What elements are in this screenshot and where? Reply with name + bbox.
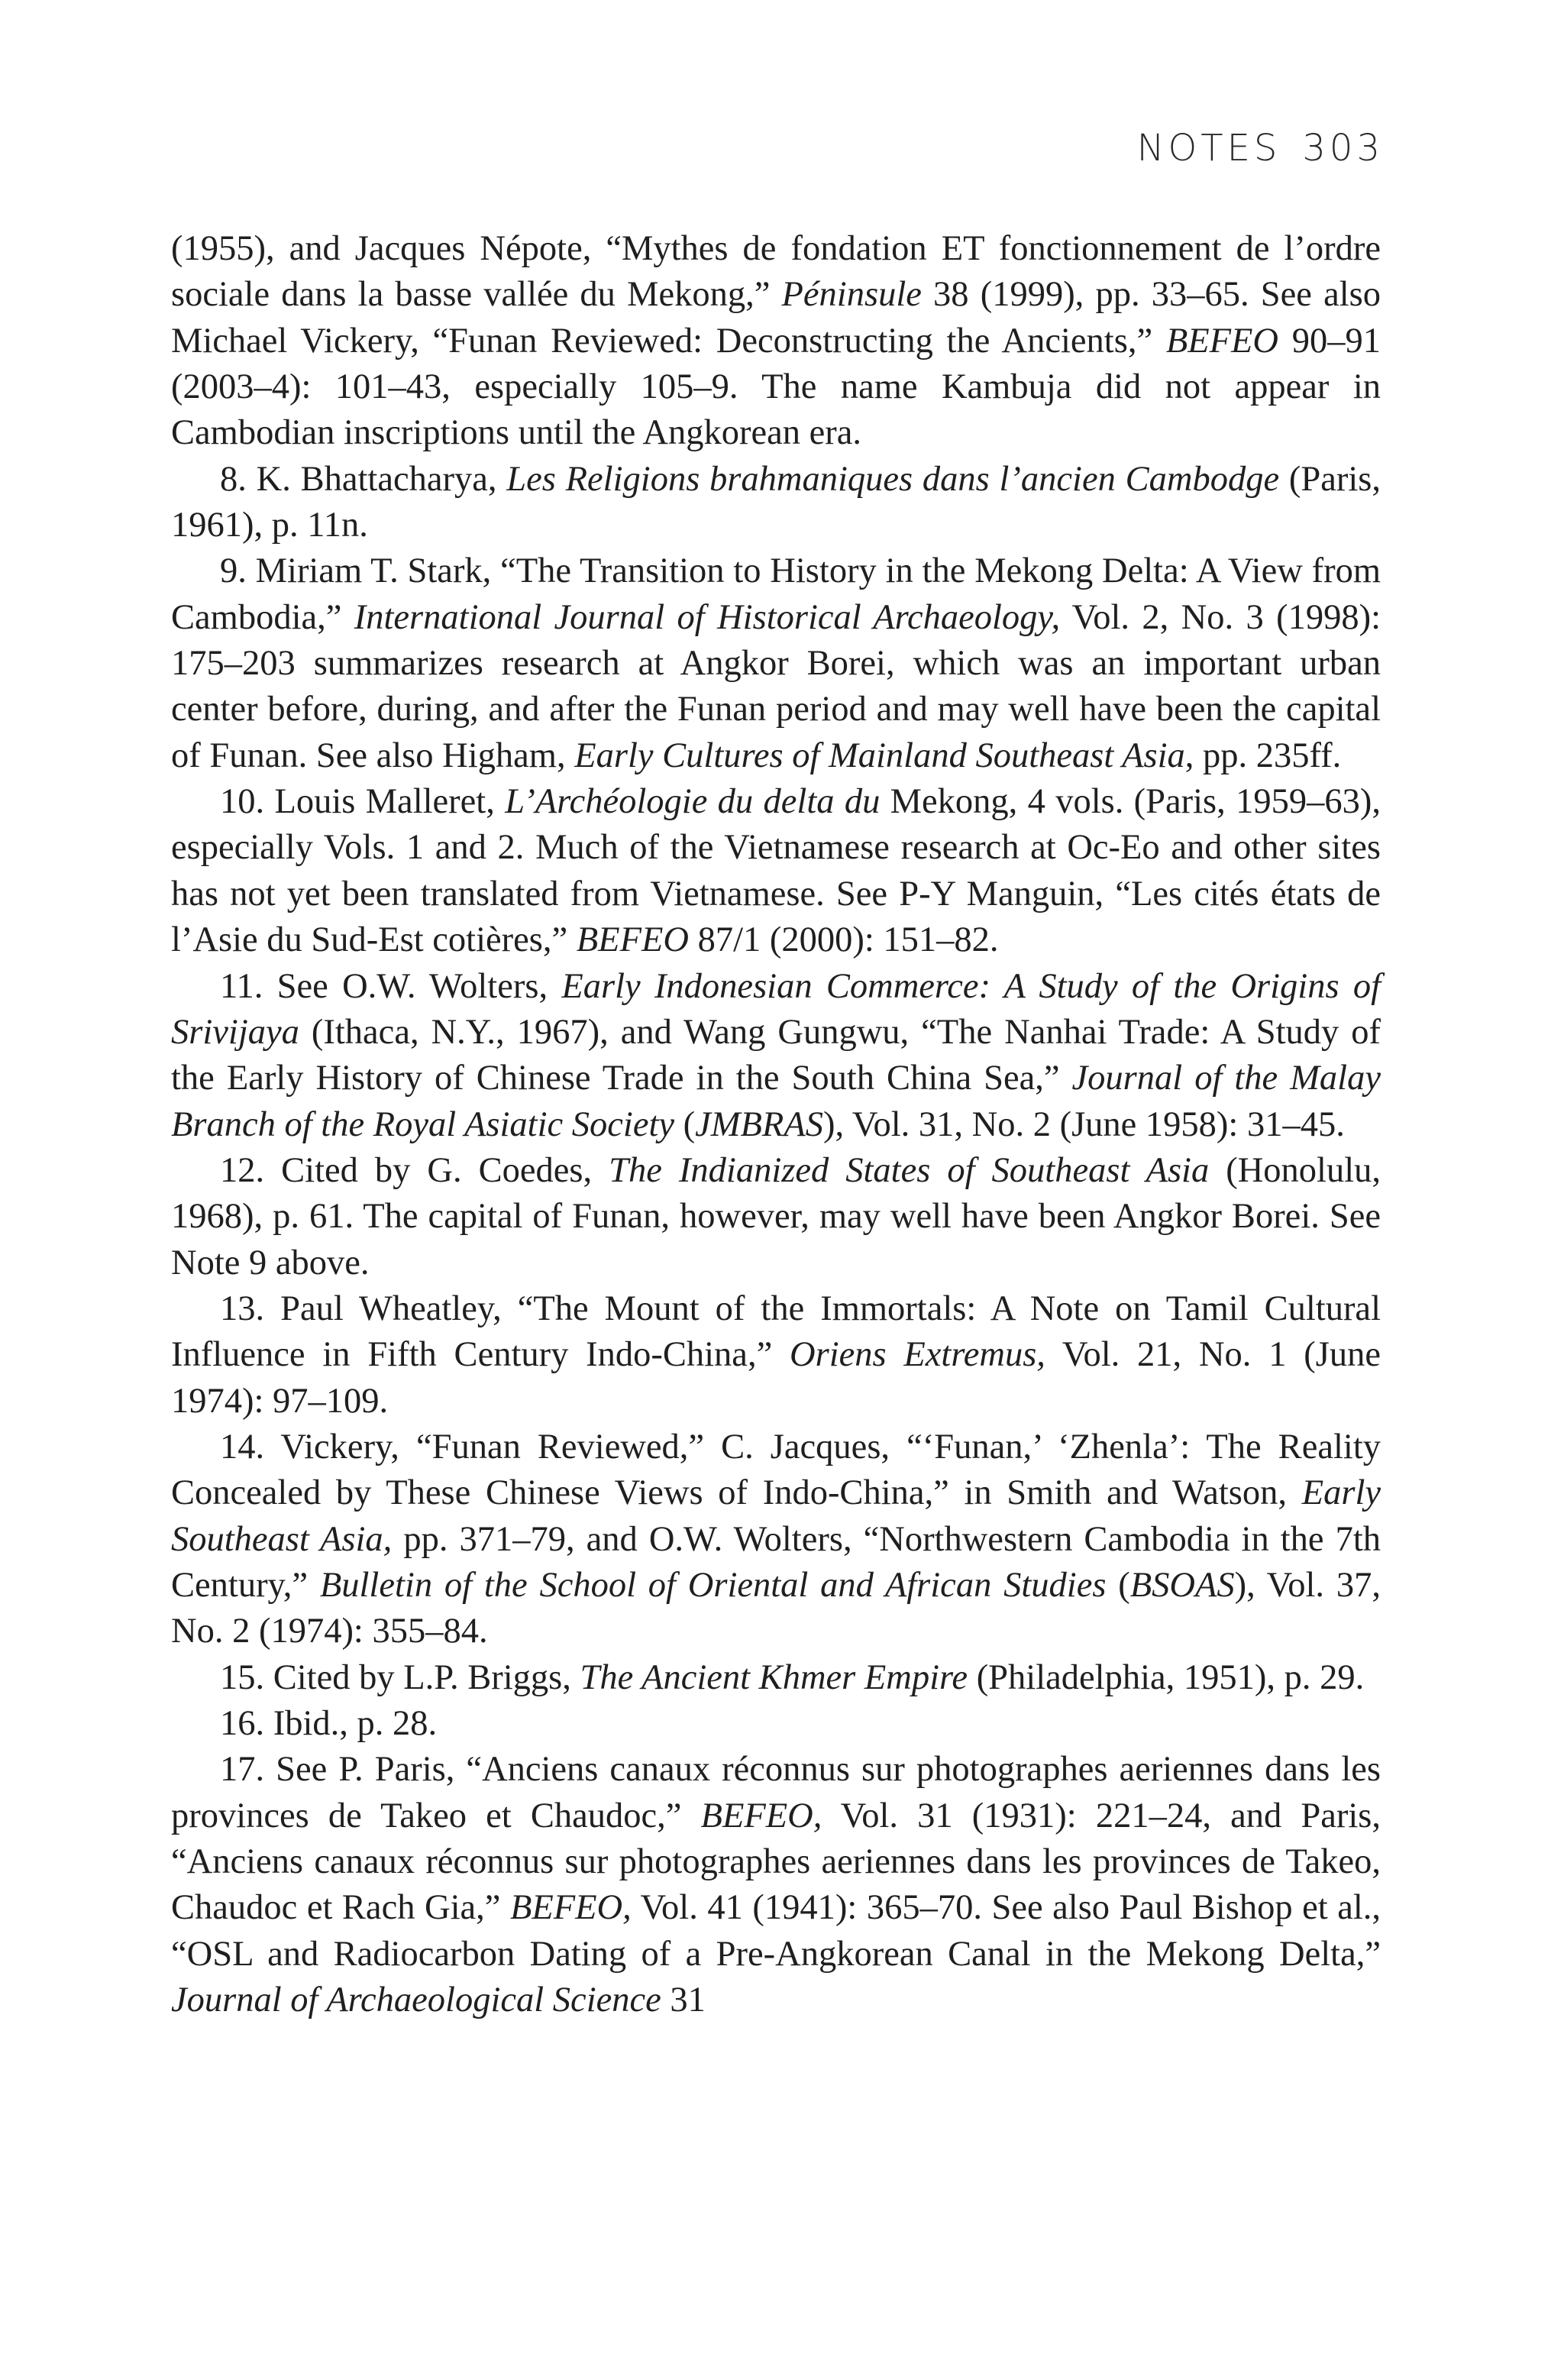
note-italic: Journal of the Malay Branch of the Royal Asiatic Society (171, 1059, 1381, 1144)
note-text: 12. Cited by G. Coedes, (220, 1150, 609, 1190)
notes-body (171, 226, 1381, 2023)
note-15 (171, 1655, 1381, 1701)
note-text: ( (674, 1104, 696, 1144)
note-text: 8. K. Bhattacharya, (220, 459, 507, 499)
note-text: (Paris, 1961), p. 11n. (171, 459, 1381, 545)
note-text: (1955), and Jacques Népote, “Mythes de fondation ET fonctionnement de l’ordre sociale dans la basse vallée du Mekong,” (171, 229, 1381, 315)
note-text: 38 (1999), pp. 33–65. See also Michael Vickery, “Funan Reviewed: Deconstructing the Ancients,” (171, 275, 1381, 361)
running-head (1137, 127, 1384, 170)
note-continuation (171, 226, 1381, 457)
note-text: ( (1106, 1565, 1130, 1605)
note-text: (Philadelphia, 1951), p. 29. (968, 1657, 1365, 1697)
note-italic: The Ancient Khmer Empire (580, 1657, 968, 1697)
note-text: 31 (661, 1981, 706, 2020)
section-title: NOTES (1136, 127, 1281, 170)
note-text: Vol. 41 (1941): 365–70. See also Paul Bishop et al., “OSL and Radiocarbon Dating of a Pre-Angkorean Canal in the Mekong Delta,” (171, 1888, 1381, 1974)
note-8 (171, 457, 1381, 549)
note-text: 10. Louis Malleret, (220, 782, 506, 822)
page-number: 303 (1302, 127, 1384, 170)
note-italic: JMBRAS (695, 1104, 823, 1144)
note-text: ), Vol. 31, No. 2 (June 1958): 31–45. (822, 1104, 1345, 1144)
note-text: 13. Paul Wheatley, “The Mount of the Immortals: A Note on Tamil Cultural Influence in Fifth Century Indo-China,” (171, 1289, 1381, 1375)
note-12 (171, 1148, 1381, 1286)
note-italic: Early Southeast Asia, (171, 1473, 1381, 1559)
note-italic: Oriens Extremus, (790, 1335, 1045, 1375)
note-italic: International Journal of Historical Archaeology, (354, 597, 1061, 637)
note-text: 17. See P. Paris, “Anciens canaux réconnus sur photographes aeriennes dans les provinces de Takeo et Chaudoc,” (171, 1750, 1381, 1835)
note-13 (171, 1286, 1381, 1424)
note-text: 11. See O.W. Wolters, (220, 966, 562, 1006)
note-italic: The Indianized States of Southeast Asia (609, 1150, 1210, 1190)
note-text: Vol. 2, No. 3 (1998): 175–203 summarizes research at Angkor Borei, which was an important urban center before, during, and after the Funan period and may well have been the capital of Funan. See also Higham, (171, 597, 1381, 775)
note-italic: BEFEO, (509, 1888, 632, 1928)
note-italic: Early Cultures of Mainland Southeast Asia (574, 736, 1185, 775)
note-italic: BEFEO (1165, 321, 1279, 361)
note-text: 9. Miriam T. Stark, “The Transition to History in the Mekong Delta: A View from Cambodia,” (171, 551, 1381, 637)
note-text: Vol. 21, No. 1 (June 1974): 97–109. (171, 1335, 1381, 1421)
note-italic: Péninsule (781, 275, 922, 315)
note-text: 16. Ibid., p. 28. (220, 1704, 438, 1743)
note-16 (171, 1701, 1381, 1747)
note-text: 90–91 (2003–4): 101–43, especially 105–9. The name Kambuja did not appear in Cambodian inscriptions until the Angkorean era. (171, 321, 1381, 453)
note-italic: L’Archéologie du delta du (505, 782, 881, 822)
note-italic: BEFEO, (700, 1796, 822, 1835)
note-text: 14. Vickery, “Funan Reviewed,” C. Jacques, “‘Funan,’ ‘Zhenla’: The Reality Concealed by These Chinese Views of Indo-China,” in Smith and Watson, (171, 1427, 1381, 1513)
note-text: Mekong, 4 vols. (Paris, 1959–63), especially Vols. 1 and 2. Much of the Vietnamese research at Oc-Eo and other sites has not yet been translated from Vietnamese. See P-Y Manguin, “Les cités états de l’Asie du Sud-Est cotières,” (171, 782, 1381, 960)
note-9 (171, 548, 1381, 779)
note-10 (171, 779, 1381, 963)
note-text: 15. Cited by L.P. Briggs, (220, 1657, 580, 1697)
note-text: (Honolulu, 1968), p. 61. The capital of Funan, however, may well have been Angkor Borei. See Note 9 above. (171, 1150, 1381, 1282)
note-text: , pp. 235ff. (1184, 736, 1342, 775)
note-italic: Les Religions brahmaniques dans l’ancien Cambodge (506, 459, 1280, 499)
note-italic: Bulletin of the School of Oriental and African Studies (319, 1565, 1107, 1605)
note-text: pp. 371–79, and O.W. Wolters, “Northwestern Cambodia in the 7th Century,” (171, 1519, 1381, 1605)
note-11 (171, 964, 1381, 1148)
note-italic: BEFEO (576, 920, 689, 960)
note-text: (Ithaca, N.Y., 1967), and Wang Gungwu, “The Nanhai Trade: A Study of the Early History of Chinese Trade in the South China Sea,” (171, 1012, 1381, 1098)
note-14 (171, 1424, 1381, 1655)
note-text: Vol. 31 (1931): 221–24, and Paris, “Anciens canaux réconnus sur photographes aeriennes dans les provinces de Takeo, Chaudoc et Rach Gia,” (171, 1796, 1381, 1928)
note-italic: Early Indonesian Commerce: A Study of the Origins of Srivijaya (171, 966, 1381, 1052)
note-italic: Journal of Archaeological Science (171, 1981, 661, 2020)
note-17 (171, 1747, 1381, 2023)
note-text: 87/1 (2000): 151–82. (688, 920, 999, 960)
note-text: ), Vol. 37, No. 2 (1974): 355–84. (171, 1565, 1381, 1651)
note-italic: BSOAS (1129, 1565, 1235, 1605)
